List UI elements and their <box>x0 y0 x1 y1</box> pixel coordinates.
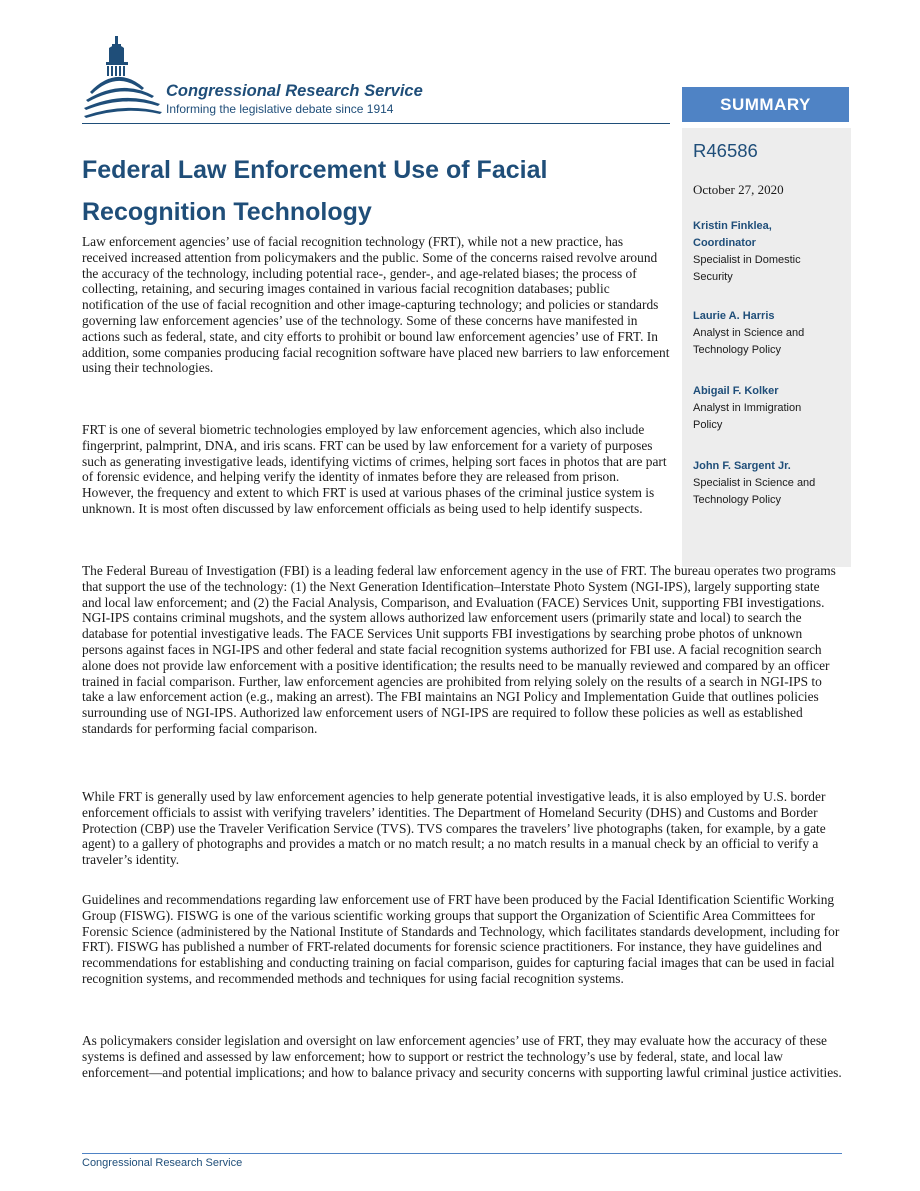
summary-tab: SUMMARY <box>682 87 849 122</box>
summary-paragraph: FRT is one of several biometric technologies employed by law enforcement agencies, which also include fingerprint, palmprint, DNA, and iris scans. FRT can be used by law enforcement for a variety of purposes such as generating investigative leads, identifying victims of crimes, helping sort faces in photos that are part of forensic evidence, and helping verify the identity of inmates before they are released from prison. However, the frequency and extent to which FRT is used at various phases of the criminal justice system is unknown. It is most often discussed by law enforcement officials as being used to help identify suspects. <box>82 422 667 516</box>
summary-paragraph: Guidelines and recommendations regarding law enforcement use of FRT have been produced by the Facial Identification Scientific Working Group (FISWG). FISWG is one of the various scientific working groups that support the Organization of Scientific Area Committees for Forensic Science (administered by the National Institute of Standards and Technology, which facilitates standards development, including for FRT). FISWG has published a number of FRT-related documents for forensic science practitioners. For instance, they have guidelines and recommendations for establishing and conducting training on facial comparison, guides for capturing facial images that can be used in facial recognition systems, and recommended methods and techniques for using facial recognition systems. <box>82 892 840 986</box>
title-line: Federal Law Enforcement Use of Facial <box>82 156 548 184</box>
page-title <box>82 149 672 233</box>
author-role-title: Coordinator <box>693 237 756 249</box>
author-name: John F. Sargent Jr. <box>693 460 791 472</box>
author-role: Analyst in Science and <box>693 327 805 339</box>
author-name: Laurie A. Harris <box>693 310 775 322</box>
author-name: Kristin Finklea, <box>693 220 772 232</box>
summary-paragraph: Law enforcement agencies’ use of facial recognition technology (FRT), while not a new practice, has received increased attention from policymakers and the public. Some of the concerns raised revolve around the accuracy of the technology, including potential race-, gender-, and age-related biases; the process of collecting, retaining, and securing images contained in various facial recognition databases; public notification of the use of facial recognition and other image-capturing technology; and policies or standards governing law enforcement agencies’ use of the technology. Some of these concerns have manifested in actions such as federal, state, and city efforts to prohibit or bound law enforcement agencies’ use of FRT. In addition, some companies producing facial recognition software have placed new barriers to law enforcement using their technologies. <box>82 234 670 376</box>
report-number: R46586 <box>693 140 758 161</box>
author-name: Abigail F. Kolker <box>693 385 779 397</box>
summary-paragraph: The Federal Bureau of Investigation (FBI) is a leading federal law enforcement agency in the use of FRT. The bureau operates two programs that support the use of the technology: (1) the Next Generation Identification–Interstate Photo System (NGI-IPS), largely supporting state and local law enforcement; and (2) the Facial Analysis, Comparison, and Evaluation (FACE) Services Unit, supporting FBI investigations. NGI-IPS contains criminal mugshots, and the system allows authorized law enforcement users (primarily state and local) to search the database for potential investigative leads. The FACE Services Unit supports FBI investigations by searching probe photos of unknown persons against faces in NGI-IPS and other federal and state facial recognition systems authorized for FBI use. A facial recognition search alone does not provide law enforcement with a positive identification; the results need to be manually reviewed and compared by an officer trained in facial comparison. Further, law enforcement agencies are prohibited from relying solely on the results of a search in NGI-IPS to take a law enforcement action (e.g., making an arrest). The FBI maintains an NGI Policy and Implementation Guide that outlines policies surrounding use of NGI-IPS. Authorized law enforcement users of NGI-IPS are required to follow these policies as well as established standards for performing facial comparison. <box>82 563 836 736</box>
author-role: Technology Policy <box>693 494 782 506</box>
author-role: Policy <box>693 419 723 431</box>
org-name: Congressional Research Service <box>166 82 423 100</box>
crs-logo <box>82 32 482 124</box>
author-block <box>693 218 843 286</box>
report-date: October 27, 2020 <box>693 182 784 197</box>
author-block <box>693 458 843 509</box>
footer-divider <box>82 1153 842 1154</box>
author-role: Analyst in Immigration <box>693 402 802 414</box>
summary-paragraph: While FRT is generally used by law enforcement agencies to help generate potential investigative leads, it is also employed by U.S. border enforcement officials to assist with verifying travelers’ identities. The Department of Homeland Security (DHS) and Customs and Border Protection (CBP) use the Traveler Verification Service (TVS). TVS compares the travelers’ live photographs (taken, for example, by a gate agent) to a gallery of photographs and provides a match or no match result; a no match results in a manual check by an official to verify a traveler’s identity. <box>82 789 826 868</box>
footer-org-name: Congressional Research Service <box>82 1157 243 1169</box>
author-block <box>693 383 843 434</box>
author-role: Specialist in Domestic <box>693 254 801 266</box>
summary-sidebar <box>682 128 851 567</box>
author-role: Security <box>693 271 733 283</box>
org-tagline: Informing the legislative debate since 1914 <box>166 102 394 116</box>
title-line: Recognition Technology <box>82 198 372 226</box>
author-role: Technology Policy <box>693 344 782 356</box>
author-role: Specialist in Science and <box>693 477 816 489</box>
capitol-dome-icon <box>82 32 166 124</box>
summary-paragraph: As policymakers consider legislation and oversight on law enforcement agencies’ use of FRT, they may evaluate how the accuracy of these systems is defined and assessed by law enforcement; how to support or restrict the technology’s use by federal, state, and local law enforcement—and potential implications; and how to balance privacy and security concerns with supporting lawful criminal justice activities. <box>82 1033 842 1080</box>
header-divider <box>82 123 670 124</box>
author-block <box>693 308 843 359</box>
